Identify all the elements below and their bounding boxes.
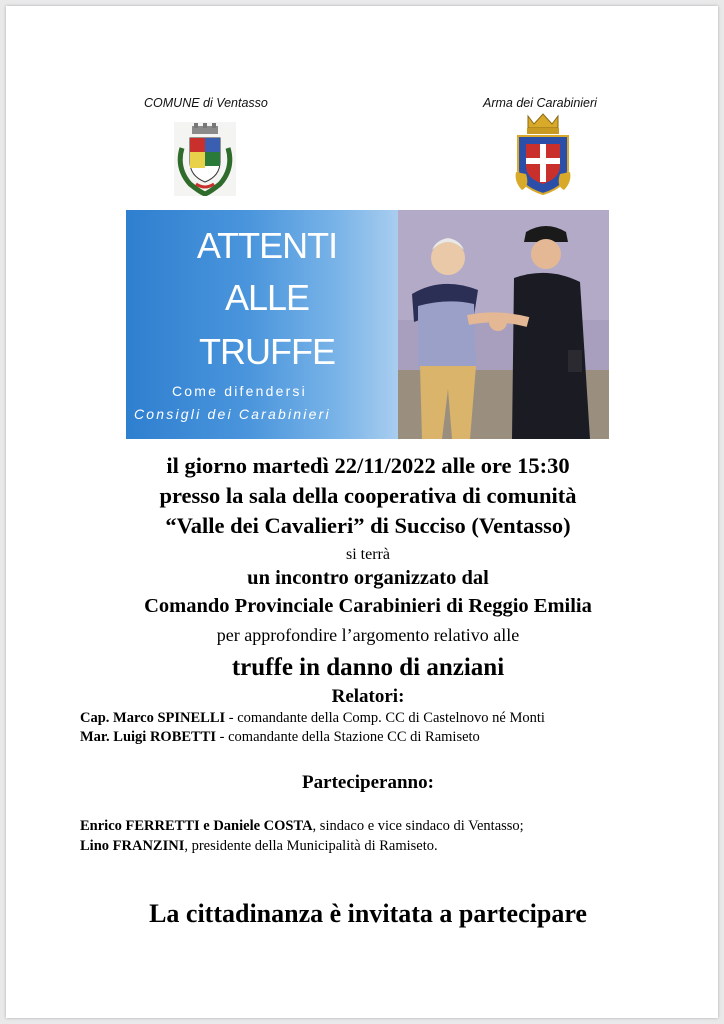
banner-text-panel	[126, 210, 398, 439]
incontro-line: un incontro organizzato dal	[247, 567, 489, 589]
event-venue-line: “Valle dei Cavalieri” di Succiso (Ventasso)	[165, 513, 571, 538]
topic-line: truffe in danno di anziani	[231, 654, 505, 681]
banner-title-line1: ATTENTI	[196, 225, 338, 266]
banner-subtitle2: Consigli dei Carabinieri	[134, 406, 331, 422]
title-banner	[126, 210, 609, 439]
banner-title-line3: TRUFFE	[199, 331, 335, 372]
handshake-illustration	[398, 210, 609, 439]
event-date-line: il giorno martedì 22/11/2022 alle ore 15:30	[166, 453, 570, 478]
closing-line: La cittadinanza è invitata a partecipare	[149, 899, 587, 928]
relatori-heading: Relatori:	[331, 686, 405, 707]
participant-role: , presidente della Municipalità di Ramiseto.	[184, 838, 438, 854]
banner-title-line2: ALLE	[224, 277, 310, 318]
speaker-name: Mar. Luigi ROBETTI	[80, 729, 217, 745]
approfondire-line: per approfondire l’argomento relativo alle	[216, 625, 520, 645]
event-place-line: presso la sala della cooperativa di comunità	[159, 483, 577, 508]
speaker-role: - comandante della Stazione CC di Ramiseto	[216, 729, 480, 745]
comando-line: Comando Provinciale Carabinieri di Reggio Emilia	[144, 595, 592, 617]
banner-subtitle1: Come difendersi	[172, 383, 307, 399]
comune-label: COMUNE di Ventasso	[144, 96, 268, 110]
participant-name: Lino FRANZINI	[80, 838, 185, 854]
flyer-page	[6, 6, 718, 1018]
speaker-row	[80, 729, 480, 746]
carabinieri-label: Arma dei Carabinieri	[483, 96, 597, 110]
carabinieri-crest-icon	[512, 112, 574, 196]
parteciperanno-heading: Parteciperanno:	[302, 772, 434, 793]
comune-crest-icon	[174, 118, 236, 196]
participant-role: , sindaco e vice sindaco di Ventasso;	[312, 818, 524, 834]
speaker-row	[80, 710, 545, 727]
si-terra-line: si terrà	[346, 546, 390, 563]
participant-row	[80, 838, 438, 855]
participant-row	[80, 818, 524, 835]
speaker-role: - comandante della Comp. CC di Castelnovo né Monti	[225, 710, 545, 726]
participant-name: Enrico FERRETTI e Daniele COSTA	[80, 818, 313, 834]
speaker-name: Cap. Marco SPINELLI	[80, 710, 226, 726]
